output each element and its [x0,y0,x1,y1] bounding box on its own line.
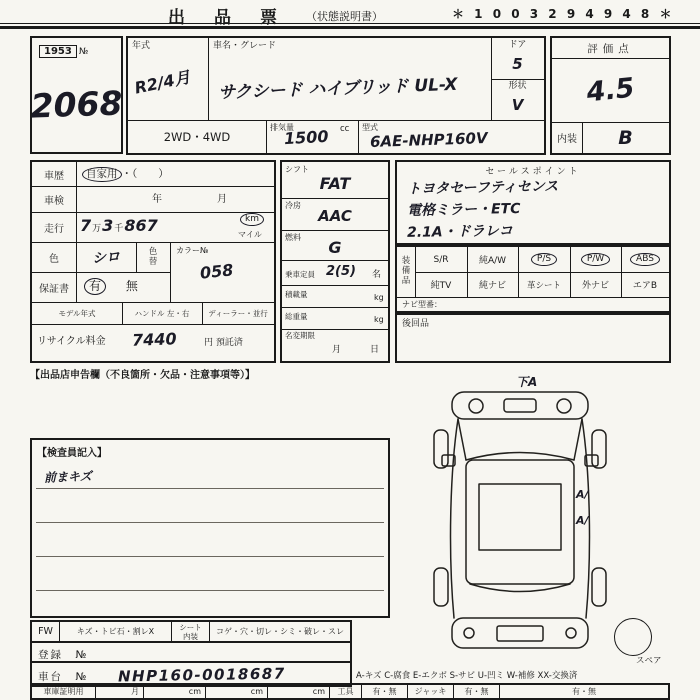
warranty-no: 無 [125,279,138,293]
fw-condition-row [30,620,352,643]
divider [32,324,274,325]
weight-unit: kg [374,315,384,324]
diagram-note-top: 下A [516,375,538,389]
shift-label: シフト [285,165,309,174]
divider [282,230,388,231]
cabin-outline [466,460,574,584]
shape-label: 形状 [508,81,527,92]
door-label: ドア [508,40,527,51]
mileage-rest: 867 [124,216,158,235]
car-name-value: サクシード ハイブリッド UL-X [217,74,458,104]
color-no-label: カラー№ [176,246,209,255]
history-usage-value: 自家用 [82,167,122,182]
sales-point-label: セールスポイント [485,166,581,177]
registration-label: 登録 № [38,649,89,661]
load-unit: kg [374,293,384,302]
footer-strip [30,683,670,700]
spare-tire-circle [614,618,652,656]
ac-value: AAC [318,207,352,225]
equipment-item: S/R [433,254,449,265]
declaration-title: 【出品店申告欄（不良箇所・欠品・注意事項等）】 [30,370,255,381]
history-usage-suffix: ・（ ） [121,168,169,180]
color-label: 色 [49,253,59,265]
vehicle-table [126,36,546,155]
wheel-front-left [434,430,448,468]
car-name-label: 車名・グレード [213,41,277,51]
inspector-note: 前まキズ [43,469,93,485]
shape-value: V [511,96,524,114]
headlight-right [557,399,571,413]
man-unit: 万 [92,224,102,234]
divider [397,297,669,298]
spare-yesno-value: 有・無 [572,687,596,696]
rear-window-line [470,584,570,592]
footer-cm-cell-2: cm [206,685,268,698]
divider [282,329,388,330]
warranty-values [84,277,138,295]
sen-unit: 千 [114,224,124,234]
lot-stamp [39,45,88,58]
seat-interior-label: シート内装 [172,622,210,641]
fw-items: キズ・トビ石・割レX [60,622,172,641]
chassis-value: NHP160-0018687 [117,664,286,686]
tools-value: 有・無 [362,685,408,698]
color-change-label: 色替 [148,246,158,267]
inspector-box [30,438,390,618]
fuel-label: 燃料 [285,233,301,242]
divider [282,260,388,261]
jack-value: 有・無 [454,685,500,698]
equipment-item: 外ナビ [581,281,609,291]
capacity-value: 2(5) [326,264,356,279]
equipment-item: 革シート [526,280,561,291]
wheel-rear-right [592,568,606,606]
handle-label: ハンドル 左・右 [134,308,190,318]
drive-type: 2WD・4WD [163,130,231,144]
footer-cm-cell-1: cm [144,685,206,698]
model-code-value: 6AE-NHP160V [369,128,488,152]
damage-legend: A-キズ C-腐食 E-エクボ S-サビ U-凹ミ W-補修 XX-交換済 [356,671,578,681]
rear-bumper [452,618,588,648]
front-grille [504,399,536,412]
mileage-value [80,216,158,235]
interior-label: 内装 [557,134,577,145]
equipment-item: 純ナビ [478,281,506,291]
score-box [550,36,671,155]
equipment-item: エアB [632,281,658,291]
year-value: R2/4月 [132,67,193,98]
tools-label: 工具 [330,685,362,698]
inspection-month-unit: 月 [217,194,227,205]
interior-value: B [618,126,633,149]
model-year-label: モデル年式 [58,308,96,318]
divider [282,307,388,308]
car-top-view-diagram [400,372,640,668]
divider [491,79,544,80]
divider [282,285,388,286]
divider [170,242,171,302]
equipment-label: 装備品 [401,256,411,286]
garage-certificate-label: 車庫証明用 [32,685,96,698]
lot-box [30,36,123,154]
navi-model-label: ナビ型番： [402,300,442,309]
barcode-text: ＊ 1 0 0 3 2 9 4 9 4 8 ＊ [452,7,675,21]
ruled-line [36,488,384,489]
km-unit: km [240,213,264,226]
recycle-value: 7440 [131,329,177,350]
license-plate [497,626,543,641]
sales-line-2: 電格ミラー・ETC [406,201,521,219]
displacement-label: 排気量 [270,123,294,132]
hood-line-right [574,419,582,460]
mileage-label: 走行 [44,223,64,235]
ruled-line [36,556,384,557]
rename-deadline-label: 名変期限 [285,331,315,340]
divider [282,198,388,199]
year-label: 年式 [132,41,151,51]
front-bumper [452,392,588,419]
lot-stamp-no-mark: № [78,46,89,57]
score-label: 評価点 [552,38,669,59]
form-subtitle: （状態説明書） [306,10,383,23]
footer-cm-cell-3: cm [268,685,330,698]
fuel-value: G [328,237,342,257]
displacement-unit: cc [340,124,350,134]
header-rule [0,23,700,29]
footer-month-cell: 月 [96,685,144,698]
headlight-left [469,399,483,413]
ruled-line [36,590,384,591]
seat-items: コゲ・穴・切レ・シミ・破レ・スレ [216,627,344,636]
divider [208,38,209,120]
mileage-man: 7 [80,216,92,235]
ruled-line [36,522,384,523]
jack-label: ジャッキ [408,685,454,698]
equipment-item: 純TV [430,281,452,291]
equipment-item-circled: P/S [518,247,570,272]
color-value: シロ [91,249,121,267]
capacity-unit: 名 [372,270,382,280]
shift-value: FAT [319,173,351,193]
rename-month-unit: 月 [332,345,342,355]
chassis-label: 車台 № [38,671,89,683]
history-table [30,160,276,363]
equipment-item: 純A/W [478,256,507,266]
sales-line-3: 2.1A・ドラレコ [406,223,513,241]
equipment-item-circled: ABS [621,247,669,272]
rear-items-box [395,313,671,363]
color-no-value: 058 [199,260,235,283]
fw-label: FW [32,622,60,641]
diagram-note-side-1: A/ [576,488,589,501]
rear-items-label: 後回品 [402,319,430,329]
recycle-label: リサイクル料金 [37,336,106,347]
wheel-rear-left [434,568,448,606]
registration-row [30,641,352,663]
load-label: 積載量 [285,290,308,299]
wheel-front-right [592,430,606,468]
displacement-value: 1500 [283,126,329,149]
capacity-label: 乗車定員 [285,270,315,279]
score-value: 4.5 [585,72,636,108]
windshield-line [466,453,574,461]
model-code-label: 型式 [362,123,378,132]
spec-table [280,160,390,363]
equipment-item-circled: P/W [570,247,621,272]
sales-point-box [395,160,671,245]
hood-line-left [458,419,466,460]
recycle-unit: 円 預託済 [204,338,243,348]
mileage-sen: 3 [102,216,114,235]
ac-label: 冷房 [285,201,301,210]
divider [76,162,77,302]
warranty-label: 保証書 [39,283,69,295]
taillight-left [464,628,474,638]
inspection-year-unit: 年 [152,194,162,205]
divider [358,120,359,154]
warranty-yes: 有 [84,278,106,295]
divider [266,120,267,154]
door-value: 5 [512,55,523,73]
form-title: 出 品 票 [168,8,283,28]
equipment-grid [395,245,671,313]
inspection-label: 車検 [44,195,64,207]
rename-day-unit: 日 [370,345,380,355]
body-side-left [451,419,458,618]
weight-label: 総重量 [285,312,308,321]
inspector-title: 【検査員記入】 [37,448,107,459]
history-label: 車歴 [44,170,64,182]
spare-tire-label: スペア [636,656,662,666]
taillight-right [566,628,576,638]
mile-unit: マイル [238,230,262,239]
lot-stamp-number: 1953 [39,45,77,58]
roof-panel [479,484,561,550]
lot-number: 2068 [29,82,124,126]
diagram-note-side-2: A/ [576,514,589,527]
dealer-label: ディーラー・並行 [208,308,268,318]
sales-line-1: トヨタセーフティセンス [406,178,559,198]
